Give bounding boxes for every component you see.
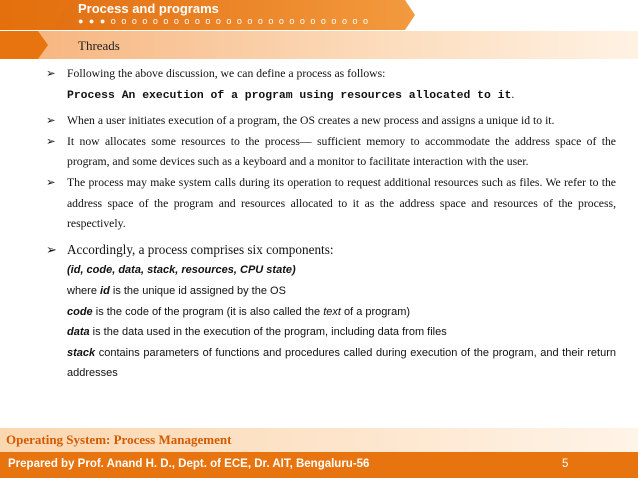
component-code bbox=[44, 302, 616, 323]
course-footer bbox=[0, 428, 638, 452]
banner-sub-chevron bbox=[0, 31, 48, 59]
code-term: code bbox=[67, 305, 93, 318]
bullet-text: Following the above discussion, we can define a process as follows: bbox=[67, 67, 386, 80]
code-text: is the code of the program (it is also called the bbox=[92, 305, 324, 318]
bullet-arrow-icon: ➢ bbox=[46, 175, 56, 189]
definition-end: . bbox=[511, 87, 515, 101]
progress-dots: ● ● ● o o o o o o o o o o o o o o o o o o o o o o o o o bbox=[78, 16, 370, 26]
bullet-allocates-resources bbox=[44, 132, 616, 173]
data-term: data bbox=[67, 326, 90, 339]
code-end: of a program) bbox=[340, 305, 411, 318]
components-tuple bbox=[44, 260, 616, 281]
bullet-user-initiates bbox=[44, 111, 616, 132]
bullet-text: Accordingly, a process comprises six components: bbox=[67, 241, 334, 257]
slide-subtitle: Threads bbox=[78, 38, 120, 53]
component-stack bbox=[44, 343, 616, 384]
id-prefix: where bbox=[67, 284, 101, 297]
bullet-six-components bbox=[44, 240, 616, 261]
bullet-arrow-icon: ➢ bbox=[46, 67, 56, 80]
author-credit: Prepared by Prof. Anand H. D., Dept. of ECE, Dr. AIT, Bengaluru-56 bbox=[8, 458, 370, 470]
definition-label: Process bbox=[67, 89, 115, 102]
bullet-text: It now allocates some resources to the process— sufficient memory to accommodate the address space of the program, and some devices such as a keyboard and a monitor to facilitate interaction with the user. bbox=[67, 134, 616, 169]
id-text: is the unique id assigned by the OS bbox=[109, 284, 286, 297]
bullet-definition-intro bbox=[44, 64, 616, 85]
bullet-arrow-icon: ➢ bbox=[46, 241, 58, 257]
code-italic: text bbox=[323, 305, 341, 318]
bullet-text: The process may make system calls during its operation to request additional resources such as files. We refer to the address space of the program and resources allocated to it as the address space and resources of the process, respectively. bbox=[67, 175, 616, 231]
id-term: id bbox=[100, 284, 110, 297]
component-data bbox=[44, 322, 616, 343]
components-list: (id, code, data, stack, resources, CPU state) bbox=[67, 264, 296, 277]
component-id bbox=[44, 281, 616, 302]
stack-term: stack bbox=[67, 346, 96, 359]
definition-text: An execution of a program using resources allocated to it bbox=[114, 89, 512, 102]
slide-section-title: Process and programs bbox=[78, 1, 219, 16]
data-text: is the data used in the execution of the program, including data from files bbox=[89, 326, 447, 339]
bullet-system-calls bbox=[44, 173, 616, 235]
header-banner bbox=[0, 0, 638, 60]
slide-body bbox=[44, 64, 616, 384]
stack-text: contains parameters of functions and procedures called during execution of the program, and their return addresses bbox=[67, 346, 616, 380]
credit-footer bbox=[0, 452, 638, 478]
process-definition bbox=[44, 85, 616, 107]
course-title: Operating System: Process Management bbox=[6, 432, 232, 447]
bullet-text: When a user initiates execution of a program, the OS creates a new process and assigns a unique id to it. bbox=[67, 114, 555, 128]
page-number: 5 bbox=[562, 458, 569, 470]
bullet-arrow-icon: ➢ bbox=[46, 134, 56, 148]
bullet-arrow-icon: ➢ bbox=[46, 114, 56, 128]
